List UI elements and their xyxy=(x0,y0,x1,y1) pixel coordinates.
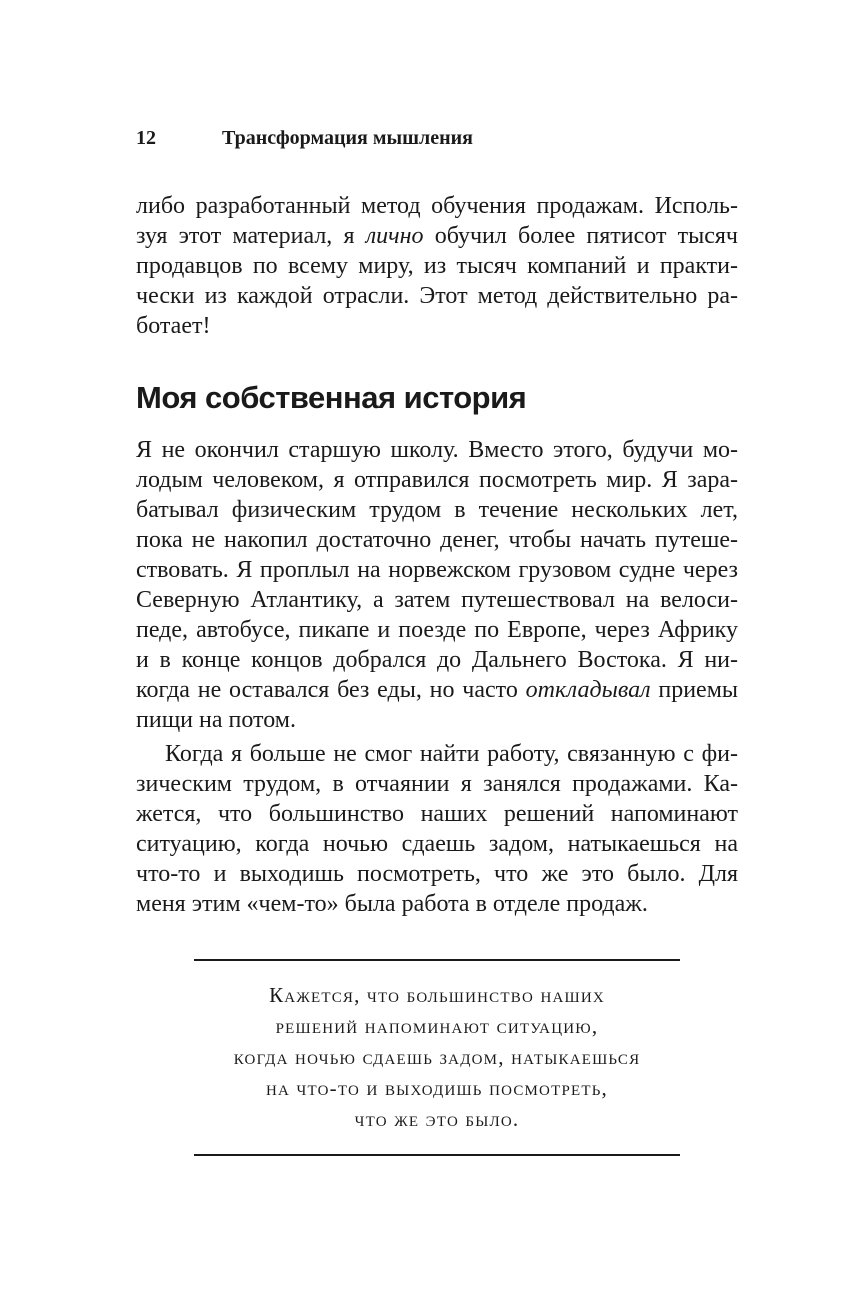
text-line: продавцов по всему миру, из тысяч компаний и практи- xyxy=(136,253,738,279)
text-line xyxy=(136,675,738,705)
quote-line: решений напоминают ситуацию, xyxy=(275,1014,599,1038)
text-segment: приемы xyxy=(650,677,739,703)
text-line: батывал физическим трудом в течение нескольких лет, xyxy=(136,497,738,523)
text-line: пока не накопил достаточно денег, чтобы начать путеше- xyxy=(136,527,738,553)
text-line: Когда я больше не смог найти работу, связанную с фи- xyxy=(165,741,738,767)
text-line: педе, автобусе, пикапе и поезде по Европе, через Африку xyxy=(136,617,738,643)
quote-line: когда ночью сдаешь задом, натыкаешься xyxy=(233,1045,641,1069)
quote-line: на что-то и выходишь посмотреть, xyxy=(265,1076,608,1100)
text-line xyxy=(136,221,738,251)
text-line: лодым человеком, я отправился посмотреть мир. Я зара- xyxy=(136,467,738,493)
paragraph-2 xyxy=(136,739,738,919)
text-line: Я не окончил старшую школу. Вместо этого, будучи мо- xyxy=(136,437,738,463)
text-line: либо разработанный метод обучения продажам. Исполь- xyxy=(136,193,738,219)
text-line: и в конце концов добрался до Дальнего Востока. Я ни- xyxy=(136,647,738,673)
paragraph-1 xyxy=(136,435,738,735)
emphasis: лично xyxy=(365,223,424,249)
text-line: что-то и выходишь посмотреть, что же это было. Для xyxy=(136,861,738,887)
text-line: ситуацию, когда ночью сдаешь задом, натыкаешься на xyxy=(136,831,738,857)
text-segment: обучил более пятисот тысяч xyxy=(423,223,738,249)
text-line: Северную Атлантику, а затем путешествовал на велоси- xyxy=(136,587,738,613)
quote-line: что же это было. xyxy=(354,1107,520,1131)
text-line: ботает! xyxy=(136,313,211,339)
text-line: чески из каждой отрасли. Этот метод действительно ра- xyxy=(136,283,738,309)
text-line: ствовать. Я проплыл на норвежском грузовом судне через xyxy=(136,557,738,583)
text-line: жется, что большинство наших решений напоминают xyxy=(136,801,738,827)
text-segment: когда не оставался без еды, но часто xyxy=(136,677,526,703)
pull-quote-rule-bottom xyxy=(194,1154,680,1156)
running-header xyxy=(136,126,473,150)
quote-line: Кажется, что большинство наших xyxy=(269,983,605,1007)
section-heading: Моя собственная история xyxy=(136,380,527,415)
text-segment: зуя этот материал, я xyxy=(136,223,366,249)
pull-quote xyxy=(194,980,680,1135)
page-number: 12 xyxy=(136,127,156,149)
text-line: зическим трудом, в отчаянии я занялся продажами. Ка- xyxy=(136,771,738,797)
text-line: меня этим «чем-то» была работа в отделе продаж. xyxy=(136,891,648,917)
intro-paragraph xyxy=(136,191,738,341)
pull-quote-rule-top xyxy=(194,959,680,961)
emphasis: откладывал xyxy=(525,677,651,703)
running-title: Трансформация мышления xyxy=(222,127,473,149)
text-line: пищи на потом. xyxy=(136,707,296,733)
